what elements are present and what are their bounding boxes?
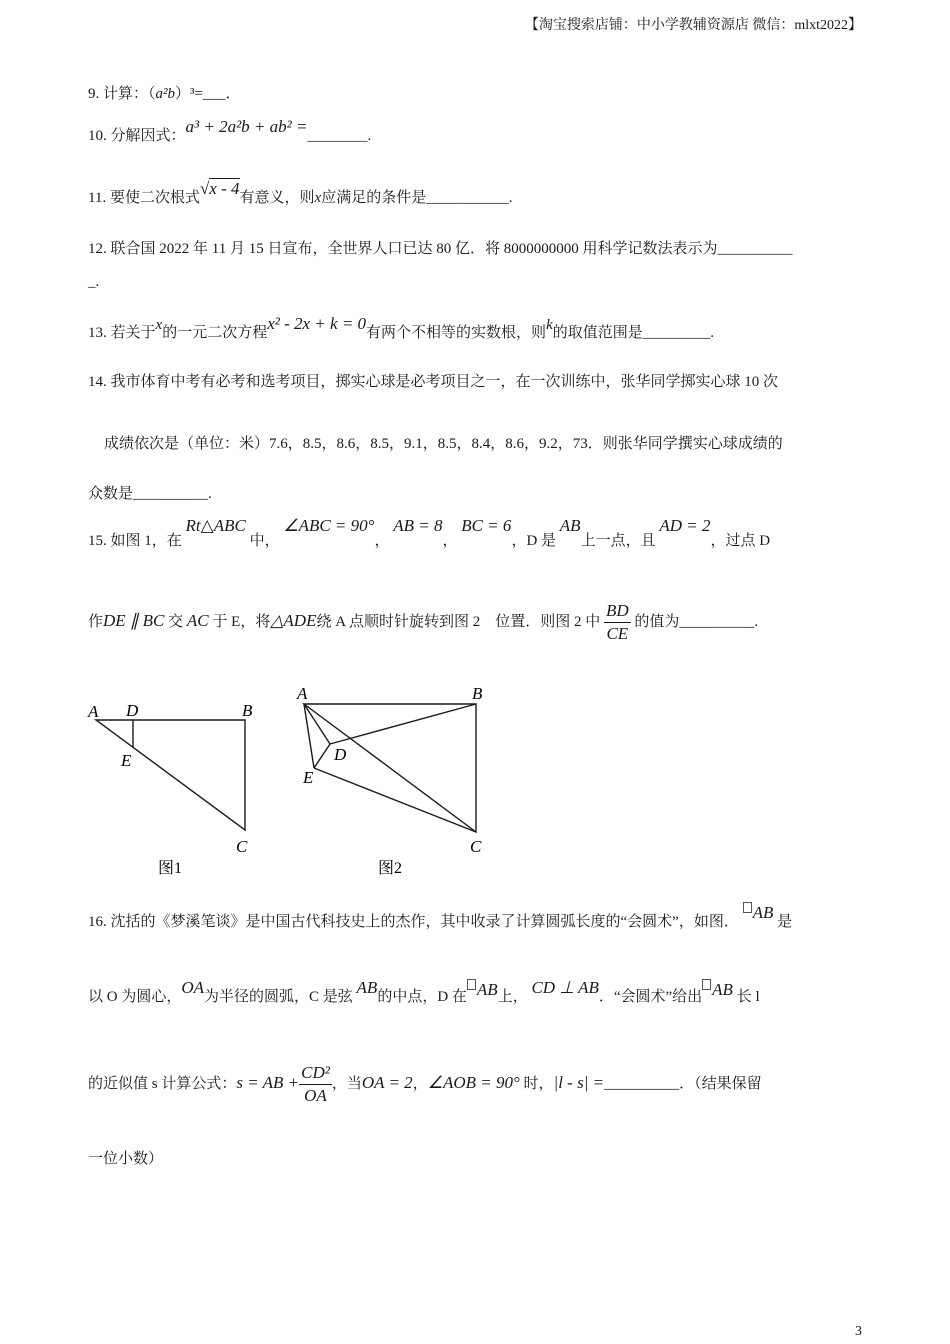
q15-ab-segment: AB	[559, 516, 581, 535]
figure-2-caption: 图2	[378, 860, 403, 877]
q16-fraction-numerator: CD²	[299, 1062, 332, 1085]
q15-l2-mid: 于 E，将	[212, 613, 271, 630]
q16-l3-suffix: __________．（结果保留	[604, 1075, 762, 1092]
sqrt-symbol: √	[199, 179, 210, 198]
question-15-line-1: 15. 如图 1，在 Rt△ABC 中， ∠ABC = 90°， AB = 8， BC = 6，D 是 AB上一点，且 AD = 2，过点 D	[88, 516, 771, 549]
q11-radicand: x - 4	[209, 179, 240, 198]
figure-2-segment-de	[314, 744, 330, 768]
arc-symbol-icon	[467, 979, 476, 990]
figure-2-label-e: E	[303, 768, 314, 787]
page-header: 【淘宝搜索店铺：中小学教辅资源店 微信：mlxt2022】	[524, 18, 862, 33]
q16-l3-mid2: 时，	[523, 1075, 554, 1092]
figure-1-label-e: E	[121, 751, 132, 770]
q16-l3-prefix: 的近似值 s 计算公式：	[88, 1075, 237, 1092]
q16-fraction-denominator: OA	[304, 1086, 327, 1105]
q15-ad-length: AD = 2	[659, 516, 711, 535]
q11-prefix: 11. 要使二次根式	[88, 190, 200, 206]
figure-2-segment-ad	[304, 704, 330, 744]
figure-2-label-d: D	[334, 745, 347, 764]
figure-2-segment-ae	[304, 704, 314, 768]
q16-l1-suffix: 是	[777, 914, 793, 930]
figure-2-segment-ce	[314, 768, 476, 832]
q10-expression: a³ + 2a²b + ab² =	[185, 117, 308, 136]
q15-l2-prefix: 作	[88, 613, 104, 630]
q11-suffix: 应满足的条件是___________.	[321, 190, 513, 206]
q16-prefix: 16. 沈括的《梦溪笔谈》是中国古代科技史上的杰作，其中收录了计算圆弧长度的“会圆术”，如图．	[88, 914, 739, 930]
q16-arc-ab-2-text: AB	[476, 980, 498, 999]
q16-l2-mid3: 上，	[497, 989, 528, 1005]
q15-ac: AC	[186, 610, 209, 630]
q15-fraction-numerator: BD	[604, 600, 631, 623]
question-12-line-1: 12. 联合国 2022 年 11 月 15 日宣布，全世界人口已达 80 亿．将 8000000000 用科学记数法表示为__________	[88, 241, 793, 257]
q15-bc-length: BC = 6	[461, 516, 512, 535]
q16-l2-prefix: 以 O 为圆心，	[88, 989, 182, 1005]
q13-var-x: x	[155, 317, 163, 333]
q11-var: x	[314, 190, 322, 206]
figure-2-triangle-abc	[304, 704, 476, 832]
figure-2	[292, 682, 502, 882]
q16-arc-ab-2	[467, 980, 498, 999]
q15-suffix: ，过点 D	[710, 533, 771, 549]
q11-mid: 有意义，则	[239, 190, 315, 206]
question-16-line-3: 的近似值 s 计算公式：s = AB + $\frac{\text{CD²}}{OA}$ ，当OA = 2，∠AOB = 90° 时，|l - s| =__________．（结果保留	[88, 1063, 762, 1105]
q15-prefix: 15. 如图 1，在	[88, 533, 182, 549]
q15-triangle-ade: △ADE	[270, 610, 317, 630]
figure-1-label-d: D	[126, 701, 139, 720]
q16-arc-ab-3-text: AB	[712, 980, 733, 999]
question-11	[88, 179, 513, 207]
q13-var-k: k	[546, 317, 553, 333]
q15-fraction-denominator: CE	[606, 624, 629, 643]
q16-oa-equation: OA = 2	[361, 1072, 413, 1092]
question-14-line-2: 成绩依次是（单位：米）7.6，8.5，8.6，8.5，9.1，8.5，8.4，8.6，9.2，73．则张华同学撰实心球成绩的	[104, 436, 783, 452]
q11-radical	[199, 179, 240, 198]
question-15-line-2	[88, 600, 758, 645]
q13-suffix: 的取值范围是_________.	[552, 325, 714, 341]
q16-cd-perp-ab: CD ⊥ AB	[531, 978, 599, 997]
arc-symbol-icon	[702, 979, 711, 990]
q13-mid1: 的一元二次方程	[162, 325, 268, 341]
q13-mid2: 有两个不相等的实数根，则	[366, 325, 547, 341]
q16-fraction	[299, 1062, 332, 1107]
figure-2-label-b: B	[472, 684, 483, 703]
q15-mid: 上一点，且	[580, 533, 656, 549]
question-9	[88, 82, 240, 103]
q9-prefix: 9. 计算：（	[88, 86, 156, 102]
question-13	[88, 314, 714, 342]
q15-zhong: 中，	[249, 533, 280, 549]
figure-1	[80, 692, 270, 882]
q9-suffix: ）³=___．	[175, 86, 241, 102]
q16-l3-mid1: ，当	[331, 1075, 362, 1092]
q10-suffix: ________.	[307, 128, 372, 144]
q15-d-on: ，D 是	[511, 533, 557, 549]
q15-rt-triangle: Rt△ABC	[185, 516, 246, 535]
q16-arc-ab-text: AB	[752, 903, 774, 922]
q16-abs-expression: |l - s| =	[553, 1072, 605, 1092]
figure-2-segment-bd	[330, 704, 476, 744]
question-12-line-2: _.	[88, 274, 100, 290]
q10-prefix: 10. 分解因式：	[88, 128, 186, 144]
question-14-line-3: 众数是__________.	[88, 486, 212, 502]
q16-l2-mid4: ．“会圆术”给出	[598, 989, 703, 1005]
q16-l2-mid1: 为半径的圆弧，C 是弦	[204, 989, 353, 1005]
q16-ab: AB	[356, 978, 378, 997]
figure-1-caption: 图1	[158, 860, 183, 877]
arc-symbol-icon	[743, 902, 752, 913]
question-10	[88, 117, 372, 145]
figure-1-triangle-abc	[96, 720, 245, 830]
figure-1-label-c: C	[236, 837, 248, 856]
q15-rotation: 绕 A 点顺时针旋转到图 2 位置．则图 2 中	[316, 613, 601, 630]
q9-expression: a²b	[155, 86, 176, 102]
figure-2-label-a: A	[297, 684, 308, 703]
q13-prefix: 13. 若关于	[88, 325, 156, 341]
q16-l2-mid2: 的中点，D 在	[377, 989, 467, 1005]
question-14-line-1: 14. 我市体育中考有必考和选考项目，掷实心球是必考项目之一，在一次训练中，张华同学掷实心球 10 次	[88, 374, 779, 390]
figure-2-label-c: C	[470, 837, 482, 856]
q16-arc-ab	[743, 903, 774, 922]
question-16-line-2	[88, 978, 760, 1006]
q15-ab-length: AB = 8	[393, 516, 443, 535]
figure-1-label-b: B	[242, 701, 253, 720]
figure-1-label-a: A	[88, 702, 99, 721]
q13-equation: x² - 2x + k = 0	[267, 314, 367, 333]
question-16-line-1	[88, 903, 793, 931]
q15-fraction	[604, 600, 631, 645]
page-number: 3	[855, 1324, 862, 1339]
q15-l2-suffix: 的值为__________.	[634, 613, 759, 630]
q15-angle: ∠ABC = 90°	[283, 516, 375, 535]
q16-angle: ∠AOB = 90°	[427, 1072, 520, 1092]
q16-l2-suffix: 长 l	[736, 989, 760, 1005]
q16-s-equation: s = AB +	[236, 1072, 300, 1092]
q15-jiao: 交	[168, 613, 184, 630]
question-16-line-4: 一位小数）	[88, 1151, 164, 1167]
q16-arc-ab-3	[702, 980, 733, 999]
q16-oa: OA	[181, 978, 205, 997]
q15-de-parallel-bc: DE ∥ BC	[103, 610, 165, 630]
